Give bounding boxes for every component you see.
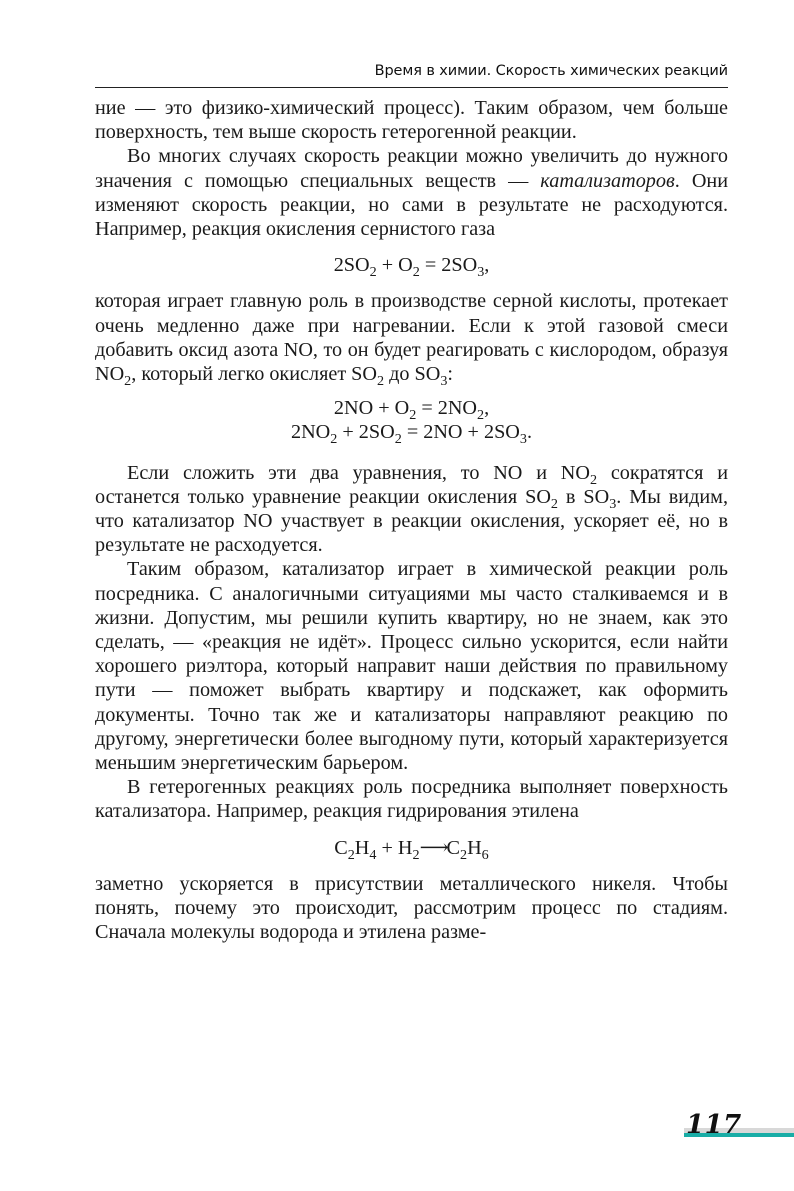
text: , который легко окисляет SO <box>131 363 377 386</box>
eq-subscript: 2 <box>330 431 338 448</box>
eq-part: . <box>526 421 532 444</box>
eq-part: + H <box>376 836 413 859</box>
page-number: 117 <box>686 1110 742 1140</box>
eq-subscript: 2 <box>409 407 417 424</box>
subscript: 3 <box>440 372 448 389</box>
eq-part: C <box>446 836 460 859</box>
equation-no-oxidation <box>95 396 728 424</box>
eq-subscript: 2 <box>347 846 355 863</box>
paragraph-sum-equations <box>95 461 728 558</box>
eq-subscript: 3 <box>477 264 485 281</box>
paragraph-nickel: заметно ускоряется в присутствии металлического никеля. Чтобы понять, почему это происходит, рассмотрим процесс по стадиям. Сначала молекулы водорода и этилена разме- <box>95 872 728 944</box>
subscript: 2 <box>124 372 132 389</box>
running-header-title: Время в химии. Скорость химических реакций <box>374 63 728 79</box>
eq-part: = 2NO <box>416 397 477 420</box>
paragraph-heterogeneous: В гетерогенных реакциях роль посредника выполняет поверхность катализатора. Например, реакция гидрирования этилена <box>95 776 728 823</box>
eq-part: + 2SO <box>337 421 395 444</box>
equation-block-no-cycle <box>95 396 728 448</box>
subscript: 2 <box>550 495 558 512</box>
eq-subscript: 2 <box>477 407 485 424</box>
subscript: 2 <box>589 471 598 488</box>
text: которая играет главную роль в производстве серной кислоты, протекает очень медленно даже при нагревании. Если к этой газовой смеси добавить оксид азота NO, то он будет реагировать с кислородом, образуя NO <box>95 290 728 386</box>
equation-ethylene-hydrogenation <box>95 836 728 863</box>
text: : <box>447 363 453 386</box>
paragraph-no-catalyst <box>95 289 728 389</box>
eq-subscript: 4 <box>369 846 377 863</box>
text: до SO <box>384 363 441 386</box>
eq-part: 2NO <box>291 421 331 444</box>
text: . Они изменяют скорость реакции, но сами в результате не расходуются. Например, реакция окисления сернистого газа <box>95 169 728 241</box>
eq-part: = 2NO + 2SO <box>401 421 520 444</box>
eq-part: C <box>334 836 348 859</box>
eq-subscript: 2 <box>460 846 468 863</box>
eq-subscript: 2 <box>369 264 377 281</box>
equation-so2-oxidation <box>95 253 728 281</box>
equation-no2-so2 <box>95 420 728 448</box>
eq-part: , <box>484 397 490 420</box>
equation-block-hydrogenation <box>95 836 728 863</box>
subscript: 3 <box>609 495 617 512</box>
eq-subscript: 6 <box>481 846 489 863</box>
reaction-arrow-icon: ⟶ <box>419 836 447 859</box>
text: в SO <box>557 485 610 508</box>
paragraph-catalyst-analogy: Таким образом, катализатор играет в химической реакции роль посредника. С аналогичными ситуациями мы часто сталкиваемся и в жизни. Допустим, мы решили купить квартиру, но не знаем, как это сделать, — «реакция не идёт». Процесс сильно ускорится, если найти хорошего риэлтора, который направит наши действия по правильному пути — поможет выбрать квартиру и подскажет, как оформить документы. Точно так же и катализаторы направляют реакцию по другому, энергетически более выгодному пути, который характеризуется меньшим энергетическим барьером. <box>95 558 728 775</box>
eq-part: H <box>467 836 482 859</box>
eq-subscript: 2 <box>394 431 402 448</box>
text: . Мы видим, что катализатор NO участвует в реакции окисления, ускоряет её, но в результате не расходуется. <box>95 485 729 557</box>
paragraph-catalysts-intro <box>95 144 728 241</box>
eq-part: 2SO <box>333 254 370 277</box>
eq-part: H <box>354 836 370 859</box>
text: сократятся и останется только уравнение реакции окисления SO <box>95 461 728 508</box>
eq-subscript: 2 <box>412 846 420 863</box>
text: Если сложить эти два уравнения, то NO и NO <box>127 461 590 484</box>
subscript: 2 <box>377 372 385 389</box>
page-body <box>95 96 728 945</box>
eq-part: + O <box>376 254 413 277</box>
eq-subscript: 3 <box>519 431 527 448</box>
eq-part: 2NO + O <box>333 397 410 420</box>
equation-block-so2-oxidation <box>95 253 728 281</box>
eq-part: , <box>484 254 490 277</box>
header-rule <box>95 87 728 88</box>
text: Во многих случаях скорость реакции можно увеличить до нужного значения с помощью специальных веществ — <box>95 145 728 192</box>
eq-subscript: 2 <box>412 264 420 281</box>
term-catalysts: катализаторов <box>540 169 675 192</box>
paragraph-continuation: ние — это физико-химический процесс). Таким образом, чем больше поверхность, тем выше скорость гетерогенной реакции. <box>95 97 728 144</box>
eq-part: = 2SO <box>419 254 478 277</box>
